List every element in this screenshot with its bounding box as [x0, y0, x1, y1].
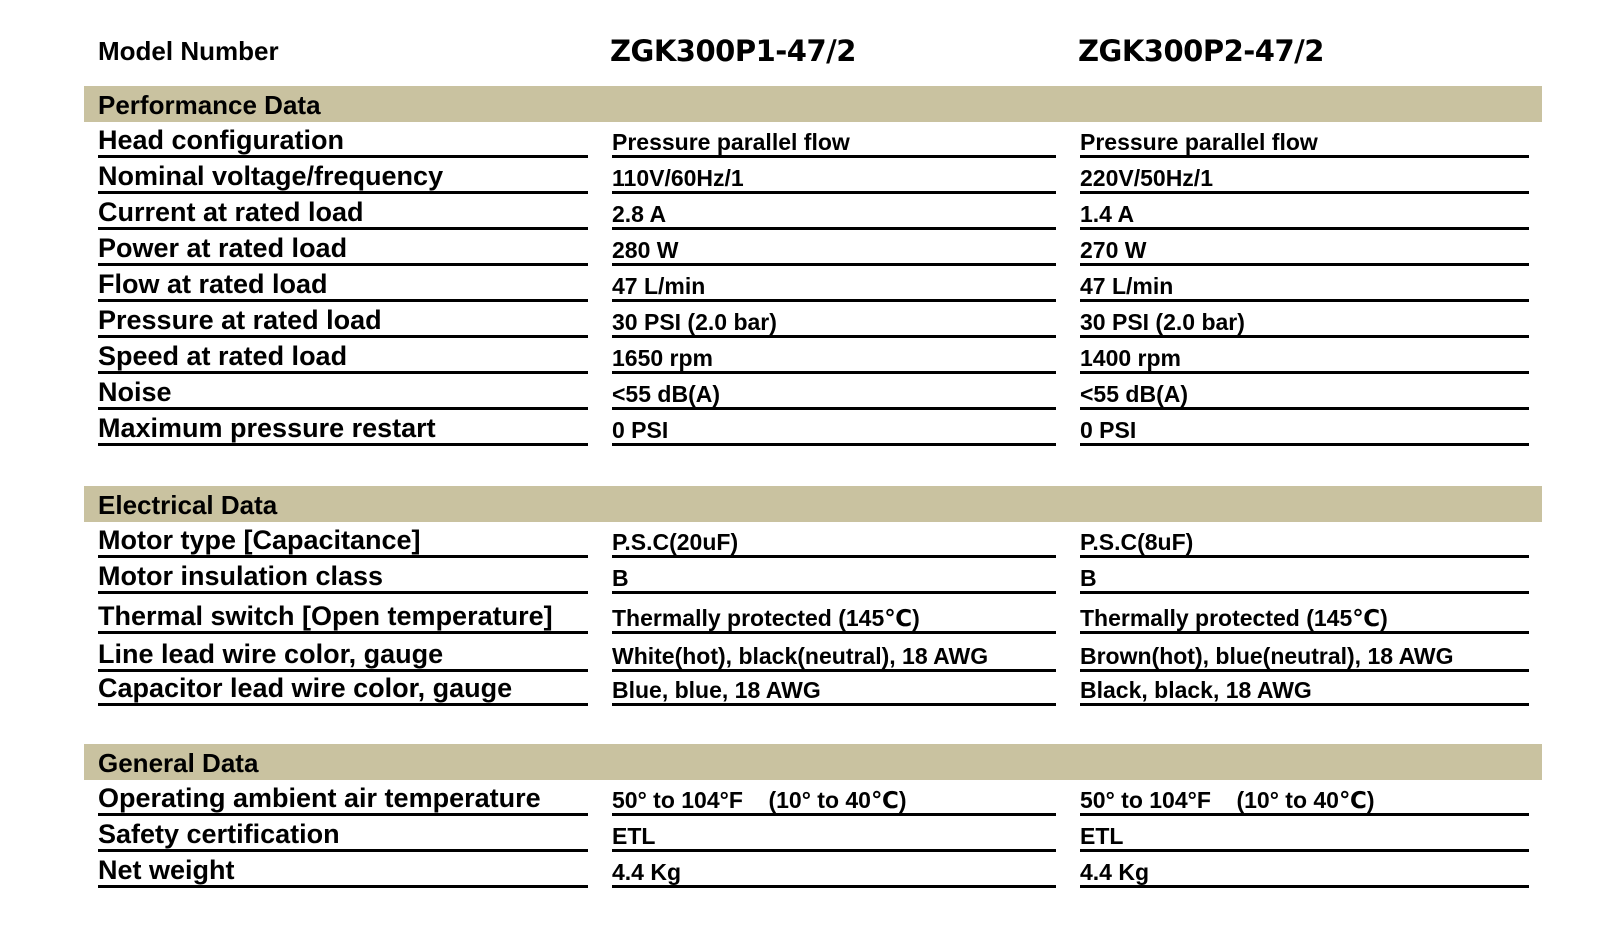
table-row — [0, 374, 1600, 410]
spec-value-model-1: Thermally protected (145℃) — [612, 600, 1056, 634]
table-row — [0, 852, 1600, 888]
spec-value-model-1: 47 L/min — [612, 268, 1056, 302]
table-row — [0, 230, 1600, 266]
table-row — [0, 338, 1600, 374]
model-number-row — [0, 30, 1600, 74]
spec-value-model-1: 2.8 A — [612, 196, 1056, 230]
spec-label: Maximum pressure restart — [98, 412, 588, 446]
table-row — [0, 596, 1600, 634]
table-row — [0, 816, 1600, 852]
spec-label: Flow at rated load — [98, 268, 588, 302]
spec-value-model-1: 0 PSI — [612, 412, 1056, 446]
section-title: General Data — [98, 748, 259, 778]
spec-value-model-1: White(hot), black(neutral), 18 AWG — [612, 638, 1056, 672]
spec-value-model-1: ETL — [612, 818, 1056, 852]
spec-label: Safety certification — [98, 818, 588, 852]
spec-value-model-2: <55 dB(A) — [1080, 376, 1529, 410]
table-row — [0, 410, 1600, 446]
spec-value-model-2: Brown(hot), blue(neutral), 18 AWG — [1080, 638, 1529, 672]
spec-value-model-1: B — [612, 560, 1056, 594]
spec-label: Capacitor lead wire color, gauge — [98, 672, 588, 706]
spec-label: Motor type [Capacitance] — [98, 524, 588, 558]
spec-label: Noise — [98, 376, 588, 410]
spec-value-model-2: 1400 rpm — [1080, 340, 1529, 374]
spec-value-model-2: Thermally protected (145℃) — [1080, 600, 1529, 634]
spec-value-model-2: 4.4 Kg — [1080, 854, 1529, 888]
spec-value-model-1: 30 PSI (2.0 bar) — [612, 304, 1056, 338]
spec-value-model-2: 50° to 104°F (10° to 40℃) — [1080, 782, 1529, 816]
spec-value-model-1: 110V/60Hz/1 — [612, 160, 1056, 194]
section-title: Performance Data — [98, 90, 321, 120]
section-title: Electrical Data — [98, 490, 278, 520]
spec-value-model-1: <55 dB(A) — [612, 376, 1056, 410]
section-header — [84, 744, 1542, 780]
spec-value-model-1: P.S.C(20uF) — [612, 524, 1056, 558]
spec-value-model-1: Blue, blue, 18 AWG — [612, 672, 1056, 706]
spec-value-model-2: 270 W — [1080, 232, 1529, 266]
section-header — [84, 486, 1542, 522]
spec-value-model-2: 0 PSI — [1080, 412, 1529, 446]
spec-value-model-1: 1650 rpm — [612, 340, 1056, 374]
spec-label: Nominal voltage/frequency — [98, 160, 588, 194]
spec-value-model-1: Pressure parallel flow — [612, 124, 1056, 158]
spec-value-model-2: 220V/50Hz/1 — [1080, 160, 1529, 194]
table-row — [0, 302, 1600, 338]
spec-value-model-2: ETL — [1080, 818, 1529, 852]
spec-value-model-2: Black, black, 18 AWG — [1080, 672, 1529, 706]
table-row — [0, 158, 1600, 194]
spec-value-model-2: P.S.C(8uF) — [1080, 524, 1529, 558]
table-row — [0, 634, 1600, 672]
table-row — [0, 780, 1600, 816]
model-number-1: ZGK300P1-47/2 — [610, 34, 856, 68]
spec-label: Power at rated load — [98, 232, 588, 266]
spec-value-model-1: 4.4 Kg — [612, 854, 1056, 888]
spec-label: Head configuration — [98, 124, 588, 158]
table-row — [0, 194, 1600, 230]
spec-value-model-1: 50° to 104°F (10° to 40℃) — [612, 782, 1056, 816]
spec-label: Current at rated load — [98, 196, 588, 230]
table-row — [0, 122, 1600, 158]
spec-value-model-2: 47 L/min — [1080, 268, 1529, 302]
spec-label: Line lead wire color, gauge — [98, 638, 588, 672]
spec-value-model-2: B — [1080, 560, 1529, 594]
table-row — [0, 670, 1600, 706]
spec-value-model-2: 30 PSI (2.0 bar) — [1080, 304, 1529, 338]
section-header — [84, 86, 1542, 122]
spec-value-model-2: 1.4 A — [1080, 196, 1529, 230]
spec-label: Speed at rated load — [98, 340, 588, 374]
spec-value-model-1: 280 W — [612, 232, 1056, 266]
table-row — [0, 558, 1600, 594]
spec-value-model-2: Pressure parallel flow — [1080, 124, 1529, 158]
spec-label: Operating ambient air temperature — [98, 782, 588, 816]
spec-label: Net weight — [98, 854, 588, 888]
table-row — [0, 266, 1600, 302]
model-number-2: ZGK300P2-47/2 — [1078, 34, 1324, 68]
model-number-label: Model Number — [98, 36, 279, 66]
spec-label: Motor insulation class — [98, 560, 588, 594]
spec-label: Thermal switch [Open temperature] — [98, 600, 588, 634]
spec-label: Pressure at rated load — [98, 304, 588, 338]
table-row — [0, 522, 1600, 558]
